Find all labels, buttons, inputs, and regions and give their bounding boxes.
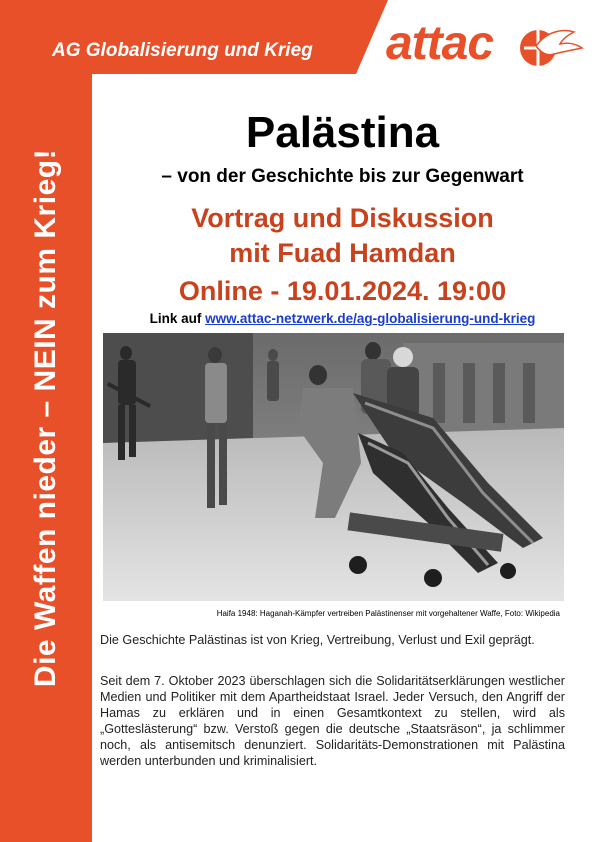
page-title: Palästina (245, 108, 440, 157)
link-line (100, 311, 585, 326)
photo-caption: Haifa 1948: Haganah-Kämpfer vertreiben Palästinenser mit vorgehaltener Waffe, Foto: Wikipedia (216, 609, 560, 618)
sidebar-slogan: Die Waffen nieder – NEIN zum Krieg! (29, 148, 62, 688)
dove-globe-icon (514, 22, 586, 74)
historical-photo (103, 333, 564, 601)
body-paragraph-1: Die Geschichte Palästinas ist von Krieg, Vertreibung, Verlust und Exil geprägt. (100, 633, 535, 647)
event-type: Vortrag und Diskussion (191, 203, 494, 233)
page-subtitle: – von der Geschichte bis zur Gegenwart (161, 166, 524, 187)
group-name: AG Globalisierung und Krieg (52, 40, 313, 61)
event-speaker: mit Fuad Hamdan (229, 238, 456, 268)
attac-logo (386, 17, 586, 82)
logo-wordmark: attac (386, 17, 494, 70)
event-link[interactable]: www.attac-netzwerk.de/ag-globalisierung-und-krieg (205, 311, 536, 326)
link-prefix: Link auf (149, 311, 202, 326)
event-date: Online - 19.01.2024. 19:00 (178, 276, 507, 306)
body-paragraph-2: Seit dem 7. Oktober 2023 überschlagen sich die Solidaritätserklärungen westlicher Medien und Politiker mit dem Apartheidstaat Israel. Jeder Versuch, den Angriff der Hamas zu erklären und in einen Gesamtkontext zu stellen, wird als „Gotteslästerung“ bzw. Verstoß gegen die deutsche „Staatsräson“, ja schlimmer noch, als antisemitsch denunziert. Solidaritäts-Demonstrationen mit Palästina werden unterbunden und kriminalisiert. (100, 674, 565, 768)
